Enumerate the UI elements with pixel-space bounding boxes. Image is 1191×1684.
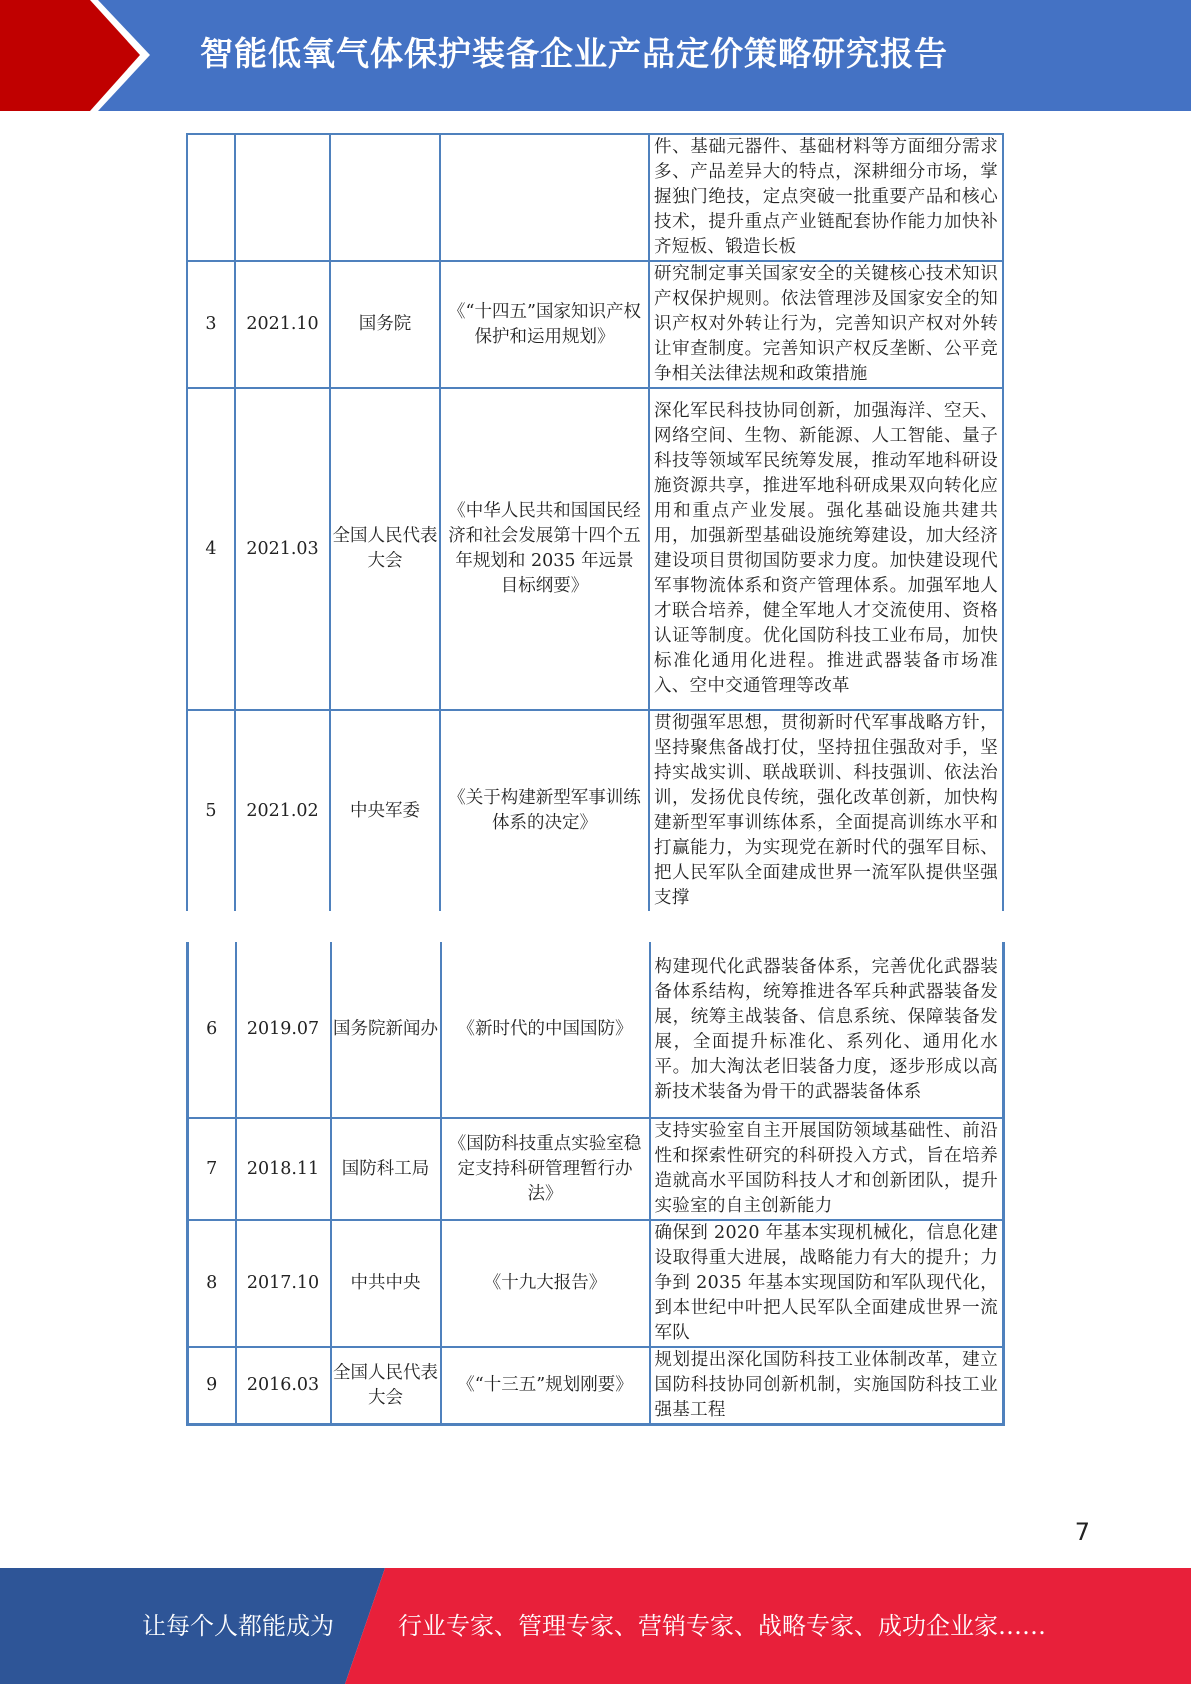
page-footer: [0, 1568, 1191, 1684]
footer-slogan-left: 让每个人都能成为: [142, 1612, 334, 1640]
row-number: 4: [187, 388, 235, 710]
row-number: 7: [188, 1118, 236, 1220]
row-issuer: 全国人民代表大会: [330, 388, 440, 710]
row-date: [235, 134, 330, 261]
row-document: 《“十四五”国家知识产权保护和运用规划》: [440, 261, 649, 388]
page-header: [0, 0, 1191, 111]
footer-slogan-right: 行业专家、管理专家、营销专家、战略专家、成功企业家……: [398, 1612, 1046, 1640]
row-number: 3: [187, 261, 235, 388]
row-content: 规划提出深化国防科技工业体制改革，建立国防科技协同创新机制，实施国防科技工业强基工程: [650, 1347, 1004, 1425]
row-number: 6: [188, 942, 236, 1118]
policy-table-top: [186, 133, 1004, 911]
table-row: [187, 710, 1003, 911]
row-issuer: 国务院: [330, 261, 440, 388]
row-content: 支持实验室自主开展国防领域基础性、前沿性和探索性研究的科研投入方式，旨在培养造就高水平国防科技人才和创新团队，提升实验室的自主创新能力: [650, 1118, 1004, 1220]
row-document: [440, 134, 649, 261]
row-content: 深化军民科技协同创新，加强海洋、空天、网络空间、生物、新能源、人工智能、量子科技等领域军民统筹发展，推动军地科研设施资源共享，推进军地科研成果双向转化应用和重点产业发展。强化基础设施共建共用，加强新型基础设施统筹建设，加大经济建设项目贯彻国防要求力度。加快建设现代军事物流体系和资产管理体系。加强军地人才联合培养，健全军地人才交流使用、资格认证等制度。优化国防科技工业布局，加快标准化通用化进程。推进武器装备市场准入、空中交通管理等改革: [649, 388, 1003, 710]
row-content: 贯彻强军思想，贯彻新时代军事战略方针，坚持聚焦备战打仗，坚持扭住强敌对手，坚持实战实训、联战联训、科技强训、依法治训，发扬优良传统，强化改革创新，加快构建新型军事训练体系，全面提高训练水平和打赢能力，为实现党在新时代的强军目标、把人民军队全面建成世界一流军队提供坚强支撑: [649, 710, 1003, 911]
table-row: [187, 388, 1003, 710]
table-row: [188, 942, 1004, 1118]
row-issuer: 国务院新闻办: [331, 942, 441, 1118]
table-row: [188, 1118, 1004, 1220]
table-row: [188, 1220, 1004, 1347]
row-number: 5: [187, 710, 235, 911]
row-date: 2021.03: [235, 388, 330, 710]
row-issuer: [330, 134, 440, 261]
row-number: 9: [188, 1347, 236, 1425]
page-number: 7: [1074, 1518, 1090, 1546]
row-content: 确保到 2020 年基本实现机械化，信息化建设取得重大进展，战略能力有大的提升；力争到 2035 年基本实现国防和军队现代化，到本世纪中叶把人民军队全面建成世界一流军队: [650, 1220, 1004, 1347]
row-document: 《关于构建新型军事训练体系的决定》: [440, 710, 649, 911]
table-row: [188, 1347, 1004, 1425]
row-document: 《中华人民共和国国民经济和社会发展第十四个五年规划和 2035 年远景目标纲要》: [440, 388, 649, 710]
row-date: 2016.03: [236, 1347, 331, 1425]
row-document: 《“十三五”规划刚要》: [441, 1347, 650, 1425]
row-issuer: 中央军委: [330, 710, 440, 911]
row-date: 2021.02: [235, 710, 330, 911]
row-date: 2019.07: [236, 942, 331, 1118]
row-document: 《国防科技重点实验室稳定支持科研管理暂行办法》: [441, 1118, 650, 1220]
row-date: 2017.10: [236, 1220, 331, 1347]
row-content: 构建现代化武器装备体系，完善优化武器装备体系结构，统筹推进各军兵种武器装备发展，统筹主战装备、信息系统、保障装备发展，全面提升标准化、系列化、通用化水平。加大淘汰老旧装备力度，逐步形成以高新技术装备为骨干的武器装备体系: [650, 942, 1004, 1118]
row-date: 2018.11: [236, 1118, 331, 1220]
row-number: 8: [188, 1220, 236, 1347]
row-issuer: 国防科工局: [331, 1118, 441, 1220]
table-row: [187, 261, 1003, 388]
table-row: [187, 134, 1003, 261]
row-date: 2021.10: [235, 261, 330, 388]
row-document: 《十九大报告》: [441, 1220, 650, 1347]
policy-table-bottom: [186, 942, 1005, 1426]
row-content: 件、基础元器件、基础材料等方面细分需求多、产品差异大的特点，深耕细分市场，掌握独门绝技，定点突破一批重要产品和核心技术，提升重点产业链配套协作能力加快补齐短板、锻造长板: [649, 134, 1003, 261]
row-issuer: 全国人民代表大会: [331, 1347, 441, 1425]
row-content: 研究制定事关国家安全的关键核心技术知识产权保护规则。依法管理涉及国家安全的知识产权对外转让行为，完善知识产权对外转让审查制度。完善知识产权反垄断、公平竞争相关法律法规和政策措施: [649, 261, 1003, 388]
row-document: 《新时代的中国国防》: [441, 942, 650, 1118]
row-issuer: 中共中央: [331, 1220, 441, 1347]
report-title: 智能低氧气体保护装备企业产品定价策略研究报告: [200, 34, 948, 73]
row-number: [187, 134, 235, 261]
